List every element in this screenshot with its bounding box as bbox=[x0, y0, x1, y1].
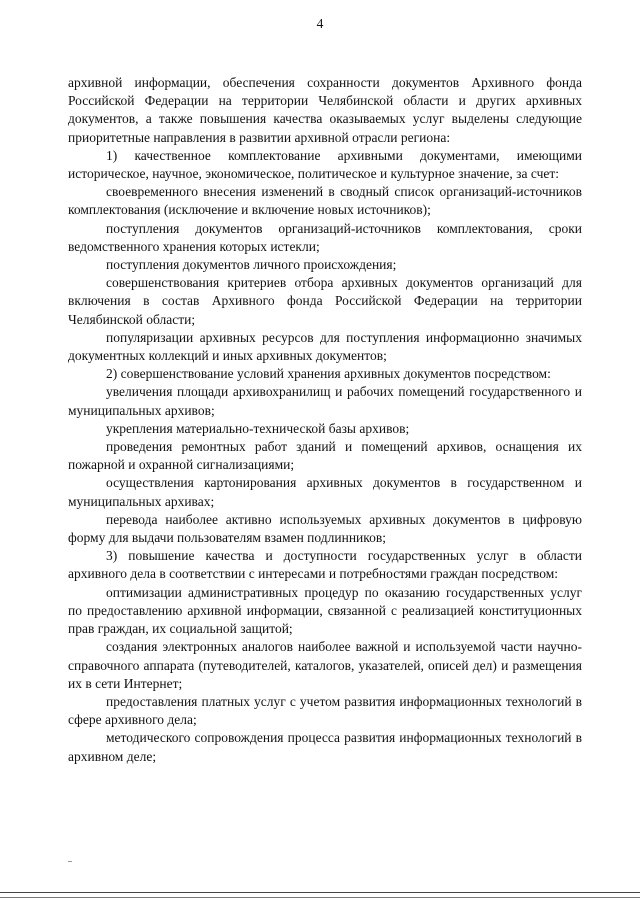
paragraph-item: создания электронных аналогов наиболее важной и используемой части научно-справочного аппарата (путеводителей, каталогов, указателей, описей дел) и размещения их в сети Интернет; bbox=[68, 639, 582, 691]
paragraph-item: осуществления картонирования архивных документов в государственном и муниципальных архивах; bbox=[68, 475, 582, 509]
scan-mark bbox=[68, 861, 72, 862]
document-body bbox=[68, 74, 582, 766]
paragraph-item: совершенствования критериев отбора архивных документов организаций для включения в состав Архивного фонда Российской Федерации на территории Челябинской области; bbox=[68, 275, 582, 327]
paragraph-item: оптимизации административных процедур по оказанию государственных услуг по предоставлению архивной информации, связанной с реализацией конституционных прав граждан, их социальной защитой; bbox=[68, 584, 582, 637]
paragraph-item: перевода наиболее активно используемых архивных документов в цифровую форму для выдачи пользователям взамен подлинников; bbox=[68, 511, 582, 546]
paragraph-item: методического сопровождения процесса развития информационных технологий в архивном деле; bbox=[68, 730, 582, 764]
paragraph-item: своевременного внесения изменений в сводный список организаций-источников комплектования (исключение и включение новых источников); bbox=[68, 184, 582, 218]
paragraph-continuation: архивной информации, обеспечения сохранности документов Архивного фонда Российской Федерации на территории Челябинской области и других архивных документов, а также повышения качества оказываемых услуг выделены следующие приоритетные направления в развитии архивной отрасли региона: bbox=[68, 75, 582, 145]
paragraph-priority-2: 2) совершенствование условий хранения архивных документов посредством: bbox=[106, 366, 551, 382]
paragraph-item: укрепления материально-технической базы архивов; bbox=[106, 420, 410, 436]
paragraph-item: популяризации архивных ресурсов для поступления информационно значимых документных коллекций и иных архивных документов; bbox=[68, 329, 582, 364]
footer-rule bbox=[0, 892, 640, 893]
paragraph-priority-3: 3) повышение качества и доступности государственных услуг в области архивного дела в соответствии с интересами и потребностями граждан посредством: bbox=[68, 548, 582, 582]
page-number: 4 bbox=[316, 16, 324, 31]
paragraph-item: поступления документов организаций-источников комплектования, сроки ведомственного хранения которых истекли; bbox=[68, 220, 582, 254]
footer-rule-secondary bbox=[0, 897, 640, 898]
paragraph-item: увеличения площади архивохранилищ и рабочих помещений государственного и муниципальных архивов; bbox=[68, 384, 582, 418]
paragraph-priority-1: 1) качественное комплектование архивными документами, имеющими историческое, научное, экономическое, политическое и культурное значение, за счет: bbox=[68, 147, 582, 182]
paragraph-item: проведения ремонтных работ зданий и помещений архивов, оснащения их пожарной и охранной сигнализациями; bbox=[68, 439, 582, 473]
paragraph-item: поступления документов личного происхождения; bbox=[106, 257, 397, 273]
paragraph-item: предоставления платных услуг с учетом развития информационных технологий в сфере архивного дела; bbox=[68, 693, 582, 728]
